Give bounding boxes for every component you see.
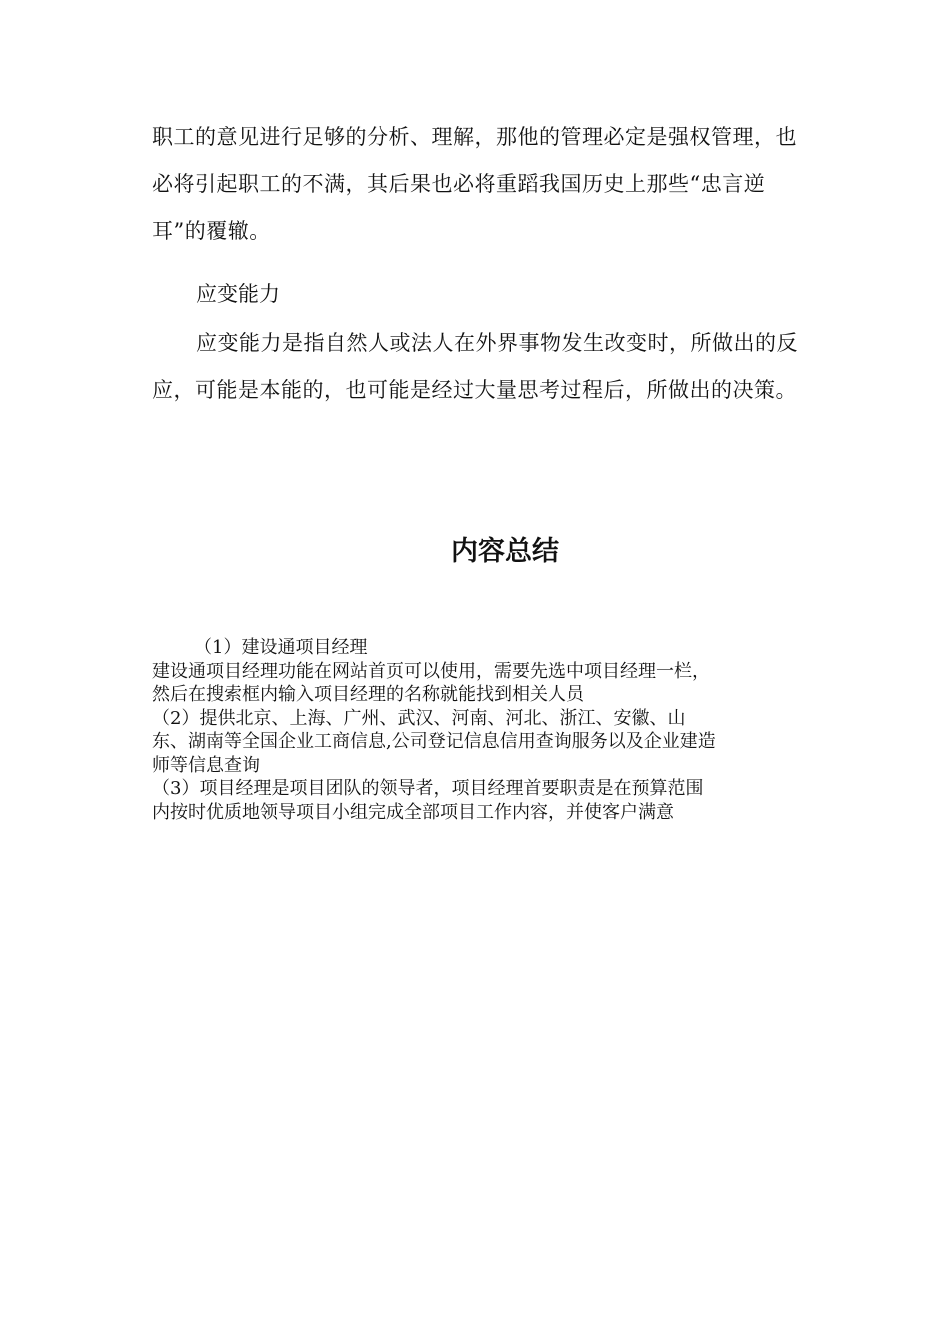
summary-block (152, 636, 812, 824)
summary-line: （1）建设通项目经理 (194, 637, 368, 658)
summary-line: （3）项目经理是项目团队的领导者，项目经理首要职责是在预算范围 (152, 778, 704, 799)
body-paragraph-2: 应变能力是指自然人或法人在外界事物发生改变时，所做出的反应，可能是本能的，也可能是经过大量思考过程后，所做出的决策。 (152, 331, 798, 402)
summary-line: （2）提供北京、上海、广州、武汉、河南、河北、浙江、安徽、山 (152, 707, 686, 729)
summary-title: 内容总结 (451, 536, 559, 567)
summary-line: 建设通项目经理功能在网站首页可以使用，需要先选中项目经理一栏， (152, 660, 710, 682)
summary-line: 师等信息查询 (152, 754, 260, 776)
section-heading: 应变能力 (196, 282, 280, 306)
body-paragraph-1: 职工的意见进行足够的分析、理解，那他的管理必定是强权管理，也必将引起职工的不满，其后果也必将重蹈我国历史上那些“忠言逆耳”的覆辙。 (152, 125, 797, 243)
summary-line: 东、湖南等全国企业工商信息,公司登记信息信用查询服务以及企业建造 (152, 731, 716, 752)
summary-line: 然后在搜索框内输入项目经理的名称就能找到相关人员 (152, 684, 584, 705)
summary-line: 内按时优质地领导项目小组完成全部项目工作内容，并使客户满意 (152, 801, 674, 823)
